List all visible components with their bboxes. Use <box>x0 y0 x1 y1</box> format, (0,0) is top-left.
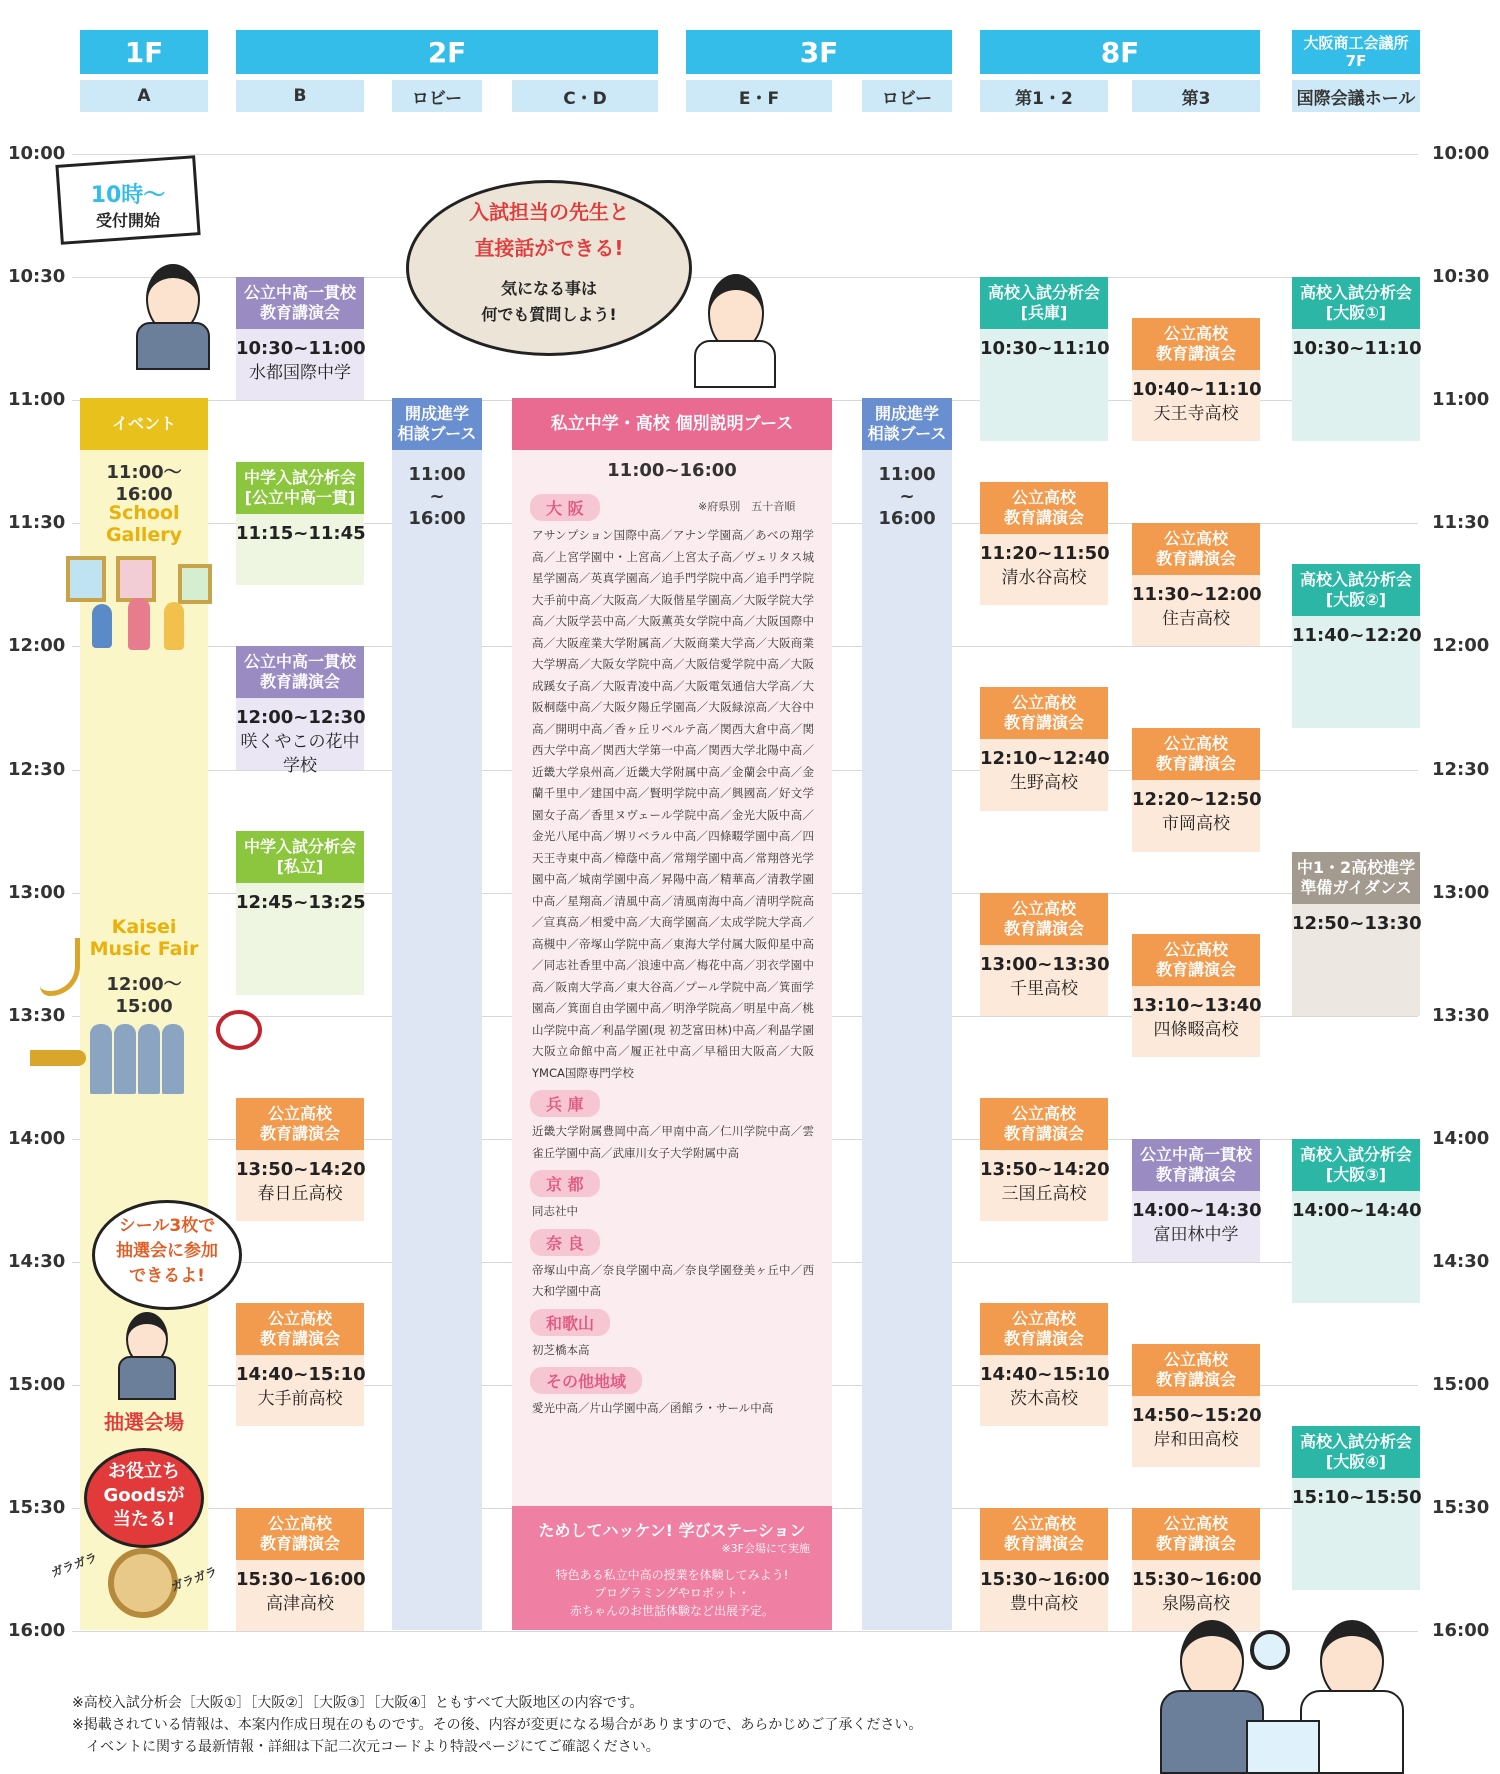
floor-3f: 3F <box>686 30 952 74</box>
time-label-right: 13:30 <box>1432 1005 1490 1026</box>
floor-8f: 8F <box>980 30 1260 74</box>
goods-burst-text: お役立ち Goodsが 当たる! <box>103 1461 185 1530</box>
session-block <box>980 1303 1108 1426</box>
session-school: 清水谷高校 <box>1001 568 1087 588</box>
pref-group-kyoto <box>512 1164 832 1223</box>
manabi-station-title: ためしてハッケン! 学びステーション <box>538 1521 806 1540</box>
session-block <box>236 831 364 995</box>
school-list-text: アサンプション国際中高／アナン学園高／あべの翔学高／上宮学園中・上宮高／上宮太子高／ヴェリタス城星学園高／英真学園高／追手門学院中高／追手門学院大手前中高／大阪高／大阪偕星学園高／大阪学院大学高／大阪学芸中高／大阪薫英女学院中高／大阪国際中高／大阪産業大学附属高／大阪商業大学高／大阪商業大学堺高／大阪女学院中高／大阪信愛学院中高／大阪成蹊女子高／大阪青凌中高／大阪電気通信大学高／大阪桐蔭中高／大阪夕陽丘学園高／大阪緑涼高／大谷中高／開明中高／香ヶ丘リベルテ高／関西大倉中高／関西大学中高／関西大学第一中高／関西大学北陽中高／近畿大学泉州高／近畿大学附属中高／金蘭会中高／金蘭千里中／建国中高／賢明学院中高／興國高／好文学園女子高／香里ヌヴェール学院中高／金光大阪中高／金光八尾中高／堺リベラル中高／四條畷学園中高／四天王寺東中高／樟蔭中高／常翔学園中高／常翔啓光学園中高／城南学園中高／昇陽中高／精華高／清教学園中高／星翔高／清風中高／清風南海中高／清明学院高／宣真高／相愛中高／大商学園高／太成学院大学高／高槻中／帝塚山学院中高／東海大学付属大阪仰星中高／同志社香里中高／浪速中高／梅花中高／羽衣学園中高／阪南大学高／東大谷高／プール学院中高／箕面学園高／箕面自由学園中高／明浄学院高／明星中高／桃山学院中高／利晶学園(現 初芝富田林)中高／利晶学園大阪立命館中高／履正社中高／早稲田大阪高／大阪YMCA国際専門学校 <box>532 528 814 1080</box>
session-school: 富田林中学 <box>1153 1225 1239 1245</box>
session-body <box>980 1355 1108 1426</box>
lobby2-body <box>392 450 482 1630</box>
session-block <box>980 277 1108 441</box>
session-block <box>980 687 1108 811</box>
session-time: 10:30~11:00 <box>236 338 366 359</box>
session-body <box>1132 575 1260 646</box>
session-body <box>980 739 1108 811</box>
choir-icon <box>90 1006 202 1096</box>
saxophone-icon <box>40 938 80 996</box>
session-time: 15:10~15:50 <box>1292 1487 1422 1508</box>
session-body <box>1292 1191 1420 1303</box>
booth-header: 私立中学・高校 個別説明ブース <box>512 398 832 450</box>
session-school: 大手前高校 <box>257 1389 343 1409</box>
session-block <box>236 277 364 400</box>
time-label-left: 16:00 <box>8 1620 66 1641</box>
time-label-right: 13:00 <box>1432 882 1490 903</box>
lobby3-body <box>862 450 952 1630</box>
pref-label: その他地域 <box>530 1367 642 1394</box>
session-time: 15:30~16:00 <box>980 1569 1110 1590</box>
footnote-2: ※掲載されている情報は、本案内作成日現在のものです。その後、内容が変更になる場合がありますので、あらかじめご了承ください。 <box>72 1717 923 1733</box>
boy-reception-icon <box>132 262 212 366</box>
session-header: 公立高校 教育講演会 <box>980 1508 1108 1560</box>
drum-icon <box>216 1010 262 1050</box>
session-block <box>980 893 1108 1016</box>
session-block <box>1292 277 1420 441</box>
floor-1f: 1F <box>80 30 208 74</box>
session-body <box>1132 370 1260 441</box>
teacher-callout-line4: 何でも質問しよう! <box>481 305 617 324</box>
school-list-text: 初芝橋本高 <box>532 1342 590 1357</box>
session-header: 公立高校 教育講演会 <box>980 687 1108 739</box>
session-block <box>1292 1139 1420 1303</box>
session-header: 高校入試分析会 [兵庫] <box>980 277 1108 329</box>
footnote-1: ※高校入試分析会［大阪①］［大阪②］［大阪③］［大阪④］ともすべて大阪地区の内容です。 <box>72 1695 644 1711</box>
session-time: 14:40~15:10 <box>980 1364 1110 1385</box>
pref-group-other <box>512 1361 832 1420</box>
session-header: 公立高校 教育講演会 <box>236 1508 364 1560</box>
pref-label: 和歌山 <box>530 1309 610 1336</box>
session-header: 公立高校 教育講演会 <box>1132 934 1260 986</box>
session-header: 公立高校 教育講演会 <box>236 1303 364 1355</box>
session-time: 10:30~11:10 <box>980 338 1110 359</box>
room-intl-hall: 国際会議ホール <box>1292 80 1420 112</box>
session-block <box>980 1508 1108 1631</box>
floor-2f: 2F <box>236 30 658 74</box>
music-fair-time: 12:00〜15:00 <box>106 974 182 1017</box>
time-label-left: 13:30 <box>8 1005 66 1026</box>
session-body <box>236 1560 364 1631</box>
time-label-right: 10:00 <box>1432 143 1490 164</box>
session-body <box>1292 1478 1420 1590</box>
session-body <box>980 329 1108 441</box>
session-header: 中学入試分析会 [公立中高一貫] <box>236 462 364 514</box>
session-body <box>980 945 1108 1016</box>
time-label-right: 12:30 <box>1432 759 1490 780</box>
time-label-left: 12:30 <box>8 759 66 780</box>
session-body <box>236 329 364 400</box>
time-label-right: 11:30 <box>1432 512 1490 533</box>
session-time: 13:50~14:20 <box>980 1159 1110 1180</box>
session-block <box>236 1508 364 1631</box>
session-time: 12:00~12:30 <box>236 707 366 728</box>
session-time: 15:30~16:00 <box>1132 1569 1262 1590</box>
session-block <box>236 646 366 776</box>
session-time: 11:20~11:50 <box>980 543 1110 564</box>
time-label-right: 11:00 <box>1432 389 1490 410</box>
session-time: 12:10~12:40 <box>980 748 1110 769</box>
session-body <box>236 883 364 995</box>
room-lobby-3f: ロビー <box>862 80 952 112</box>
pref-label: 兵 庫 <box>530 1090 600 1117</box>
session-time: 15:30~16:00 <box>236 1569 366 1590</box>
time-label-left: 13:00 <box>8 882 66 903</box>
session-block <box>1132 318 1260 441</box>
session-school: 高津高校 <box>266 1594 334 1614</box>
session-header: 公立高校 教育講演会 <box>1132 318 1260 370</box>
session-header: 公立高校 教育講演会 <box>1132 523 1260 575</box>
session-body <box>1292 329 1420 441</box>
room-a: A <box>80 80 208 112</box>
session-body <box>1292 904 1420 1016</box>
time-label-left: 10:30 <box>8 266 66 287</box>
teacher-callout-line3: 気になる事は <box>500 279 597 298</box>
time-label-right: 12:00 <box>1432 635 1490 656</box>
session-block <box>1132 523 1260 646</box>
session-school: 四條畷高校 <box>1153 1020 1239 1040</box>
session-header: 高校入試分析会 [大阪③] <box>1292 1139 1420 1191</box>
pref-group-nara <box>512 1223 832 1303</box>
room-ef: E・F <box>686 80 832 112</box>
session-time: 11:30~12:00 <box>1132 584 1262 605</box>
event-time: 11:00〜16:00 <box>106 462 182 505</box>
room-8f-1-2: 第1・2 <box>980 80 1108 112</box>
school-list-text: 同志社中 <box>532 1204 578 1218</box>
session-school: 豊中高校 <box>1010 1594 1078 1614</box>
session-header: 公立高校 教育講演会 <box>980 1303 1108 1355</box>
session-time: 12:20~12:50 <box>1132 789 1262 810</box>
session-body <box>236 1355 364 1426</box>
time-label-right: 10:30 <box>1432 266 1490 287</box>
session-header: 公立高校 教育講演会 <box>980 482 1108 534</box>
session-time: 10:40~11:10 <box>1132 379 1262 400</box>
time-label-right: 14:00 <box>1432 1128 1490 1149</box>
session-body <box>236 1150 364 1221</box>
session-header: 公立高校 教育講演会 <box>1132 1344 1260 1396</box>
session-block <box>1132 1139 1260 1262</box>
session-time: 14:00~14:40 <box>1292 1200 1422 1221</box>
session-school: 三国丘高校 <box>1001 1184 1087 1204</box>
time-label-left: 14:30 <box>8 1251 66 1272</box>
session-header: 高校入試分析会 [大阪①] <box>1292 277 1420 329</box>
session-header: 公立中高一貫校 教育講演会 <box>236 277 364 329</box>
teacher-callout-line1: 入試担当の先生と <box>469 200 629 224</box>
lobby3-header: 開成進学 相談ブース <box>862 398 952 450</box>
session-school: 天王寺高校 <box>1153 404 1239 424</box>
time-label-right: 16:00 <box>1432 1620 1490 1641</box>
garagara-label-left: ガラガラ <box>49 1550 100 1580</box>
session-body <box>1292 616 1420 728</box>
session-school: 春日丘高校 <box>257 1184 343 1204</box>
session-body <box>236 514 364 585</box>
lobby3-time: 11:00 ~ 16:00 <box>878 464 936 529</box>
teacher-callout-line2: 直接話ができる! <box>474 236 624 260</box>
time-label-left: 14:00 <box>8 1128 66 1149</box>
session-header: 公立中高一貫校 教育講演会 <box>236 646 364 698</box>
session-body <box>1132 986 1260 1057</box>
session-body <box>236 698 366 776</box>
manabi-station-sub: ※3F会場にて実施 <box>721 1542 810 1555</box>
grid-line <box>72 154 1418 155</box>
time-label-right: 14:30 <box>1432 1251 1490 1272</box>
time-label-left: 15:30 <box>8 1497 66 1518</box>
session-time: 12:50~13:30 <box>1292 913 1422 934</box>
room-8f-3: 第3 <box>1132 80 1260 112</box>
session-header: 公立高校 教育講演会 <box>1132 728 1260 780</box>
floor-chamber-7f: 大阪商工会議所 7F <box>1292 30 1420 74</box>
booth-order-note: ※府県別 五十音順 <box>698 500 796 513</box>
session-time: 10:30~11:10 <box>1292 338 1422 359</box>
boy-lottery-icon <box>112 1312 178 1402</box>
session-block <box>1132 1344 1260 1467</box>
room-cd: C・D <box>512 80 658 112</box>
pref-label: 大 阪 <box>530 494 600 521</box>
session-header: 公立高校 教育講演会 <box>980 893 1108 945</box>
session-header: 中1・2高校進学 準備ガイダンス <box>1292 852 1420 904</box>
time-label-right: 15:30 <box>1432 1497 1490 1518</box>
session-school: 住吉高校 <box>1162 609 1230 629</box>
time-label-left: 11:00 <box>8 389 66 410</box>
session-block <box>236 1098 364 1221</box>
session-header: 公立中高一貫校 教育講演会 <box>1132 1139 1260 1191</box>
school-gallery-label: School Gallery <box>105 502 183 546</box>
time-label-left: 12:00 <box>8 635 66 656</box>
booth-school-list <box>512 488 832 1420</box>
school-list-text: 近畿大学附属豊岡中高／甲南中高／仁川学院中高／雲雀丘学園中高／武庫川女子大学附属中高 <box>532 1124 814 1160</box>
music-fair-label: Kaisei Music Fair <box>89 916 199 960</box>
sticker-callout-text: シール3枚で 抽選会に参加 できるよ! <box>116 1216 218 1286</box>
lobby2-header: 開成進学 相談ブース <box>392 398 482 450</box>
session-body <box>1132 1396 1260 1467</box>
session-header: 中学入試分析会 [私立] <box>236 831 364 883</box>
session-header: 高校入試分析会 [大阪②] <box>1292 564 1420 616</box>
session-school: 咲くやこの花中学校 <box>240 732 360 776</box>
session-body <box>1132 1191 1260 1262</box>
garagara-label-right: ガラガラ <box>169 1564 220 1594</box>
room-lobby-2f: ロビー <box>392 80 482 112</box>
school-list-text: 帝塚山中高／奈良学園中高／奈良学園登美ヶ丘中／西大和学園中高 <box>532 1262 814 1298</box>
session-block <box>1292 852 1420 1016</box>
lobby2-time: 11:00 ~ 16:00 <box>408 464 466 529</box>
pref-label: 京 都 <box>530 1170 600 1197</box>
time-label-left: 11:30 <box>8 512 66 533</box>
session-block <box>236 462 364 585</box>
time-label-left: 15:00 <box>8 1374 66 1395</box>
time-label-left: 10:00 <box>8 143 66 164</box>
trumpet-icon <box>30 1050 86 1066</box>
session-time: 13:10~13:40 <box>1132 995 1262 1016</box>
session-body <box>980 534 1108 605</box>
session-block <box>1132 728 1260 852</box>
pref-label: 奈 良 <box>530 1229 600 1256</box>
manabi-station-desc: 特色ある私立中高の授業を体験してみよう! プログラミングやロボット・ 赤ちゃんのお世話体験など出展予定。 <box>555 1568 789 1618</box>
room-b: B <box>236 80 364 112</box>
teacher-icon <box>690 272 780 384</box>
session-block <box>980 482 1108 605</box>
lottery-drum-icon <box>108 1548 178 1618</box>
session-block <box>236 1303 364 1426</box>
session-time: 13:50~14:20 <box>236 1159 366 1180</box>
session-body <box>980 1150 1108 1221</box>
session-time: 11:15~11:45 <box>236 523 366 544</box>
session-header: 公立高校 教育講演会 <box>1132 1508 1260 1560</box>
session-time: 14:00~14:30 <box>1132 1200 1262 1221</box>
session-body <box>1132 780 1260 852</box>
students-magnifier-icon <box>1150 1620 1410 1770</box>
session-block <box>980 1098 1108 1221</box>
session-header: 高校入試分析会 [大阪④] <box>1292 1426 1420 1478</box>
session-block <box>1132 934 1260 1057</box>
session-time: 12:45~13:25 <box>236 892 366 913</box>
pref-group-osaka <box>512 488 832 1084</box>
session-block <box>1132 1508 1260 1631</box>
session-school: 泉陽高校 <box>1162 1594 1230 1614</box>
session-block <box>1292 1426 1420 1590</box>
time-label-right: 15:00 <box>1432 1374 1490 1395</box>
event-header: イベント <box>80 398 208 450</box>
session-school: 千里高校 <box>1010 979 1078 999</box>
booth-time: 11:00~16:00 <box>607 460 737 481</box>
session-block <box>1292 564 1420 728</box>
session-time: 13:00~13:30 <box>980 954 1110 975</box>
session-school: 岸和田高校 <box>1153 1430 1239 1450</box>
lottery-venue-label: 抽選会場 <box>104 1410 184 1434</box>
school-list-text: 愛光中高／片山学園中高／函館ラ・サール中高 <box>532 1401 774 1415</box>
session-school: 水都国際中学 <box>249 363 351 383</box>
pref-group-hyogo <box>512 1084 832 1164</box>
session-header: 公立高校 教育講演会 <box>236 1098 364 1150</box>
reception-callout-line2: 受付開始 <box>95 211 160 230</box>
session-body <box>980 1560 1108 1631</box>
session-school: 茨木高校 <box>1010 1389 1078 1409</box>
session-time: 11:40~12:20 <box>1292 625 1422 646</box>
gallery-people-icon <box>88 598 198 658</box>
pref-group-wakayama <box>512 1303 832 1362</box>
session-time: 14:40~15:10 <box>236 1364 366 1385</box>
footnote-3: イベントに関する最新情報・詳細は下記二次元コードより特設ページにてご確認ください。 <box>72 1739 660 1755</box>
reception-callout-line1: 10時〜 <box>90 183 166 208</box>
session-header: 公立高校 教育講演会 <box>980 1098 1108 1150</box>
session-time: 14:50~15:20 <box>1132 1405 1262 1426</box>
session-school: 市岡高校 <box>1162 814 1230 834</box>
session-school: 生野高校 <box>1010 773 1078 793</box>
